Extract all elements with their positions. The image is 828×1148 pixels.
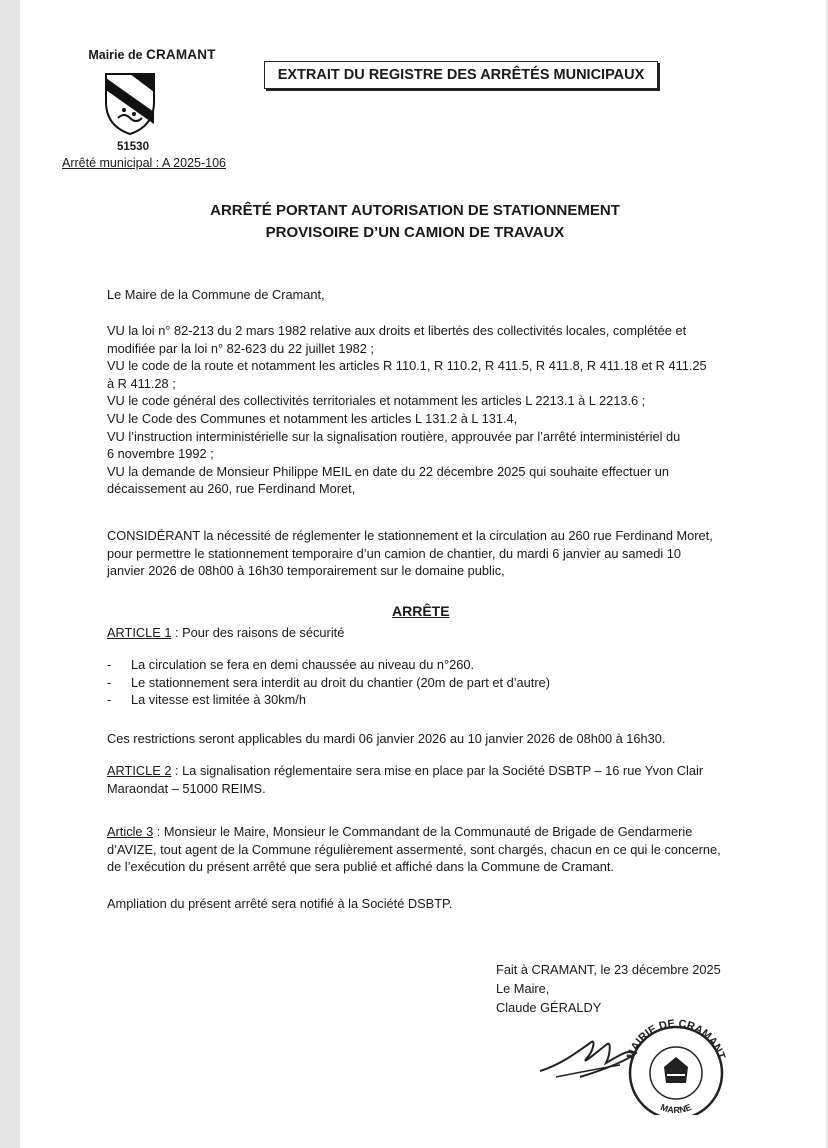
article-2: ARTICLE 2 : La signalisation réglementaire sera mise en place par la Société DSBTP – 16 rue Yvon Clair Maraondat – 51000 REIMS. [107,763,704,796]
visas-paragraph: VU la loi n° 82-213 du 2 mars 1982 relative aux droits et libertés des collectivités locales, complétée et modifiée par la loi n° 82-623 du 22 juillet 1982 ; VU le code de la route et notamment les articles R 110.1, R 110.2, R 411.5, R 411.8, R 411.18 et R 411.25 à R 411.28 ; VU le code général des collectivités territoriales et notamment les articles L 2213.1 à L 2213.6 ; VU le Code des Communes et notamment les articles L 131.2 à L 131.4, VU l’instruction interministérielle sur la signalisation routière, approuvée par l’arrêté interministériel du 6 novembre 1992 ; VU la demande de Monsieur Philippe MEIL en date du 22 décembre 2025 qui souhaite effectuer un décaissement au 260, rue Ferdinand Moret, [107,323,707,497]
official-stamp [536,1015,736,1115]
page-title: ARRÊTÉ PORTANT AUTORISATION DE STATIONNEMENT PROVISOIRE D’UN CAMION DE TRAVAUX [210,202,620,241]
article-1-label: ARTICLE 1 [107,625,172,640]
restrictions-paragraph: Ces restrictions seront applicables du mardi 06 janvier 2026 au 10 janvier 2026 de 08h00 à 16h30. [107,731,666,746]
intro-paragraph: Le Maire de la Commune de Cramant, [107,287,325,302]
considerant-paragraph: CONSIDÉRANT la nécessité de réglementer le stationnement et la circulation au 260 rue Ferdinand Moret, pour permettre le stationnement temporaire d’un camion de chantier, du mardi 6 janvier au samedi 10 janvier 2026 de 08h00 à 16h30 temporairement sur le domaine public, [107,528,713,579]
ampliation-paragraph: Ampliation du présent arrêté sera notifié à la Société DSBTP. [107,896,453,911]
mairie-header [72,47,232,138]
svg-text:MARNE: MARNE [659,1102,693,1115]
registre-title: EXTRAIT DU REGISTRE DES ARRÊTÉS MUNICIPAUX [264,61,658,89]
list-item: - La vitesse est limitée à 30km/h [107,691,747,709]
arrete-reference: Arrêté municipal : A 2025-106 [62,156,226,170]
arrete-heading: ARRÊTE [392,603,450,619]
coat-of-arms-icon [100,68,160,138]
list-item: - La circulation se fera en demi chaussée au niveau du n°260. [107,656,747,674]
document-page [20,0,826,1148]
article-3: Article 3 : Monsieur le Maire, Monsieur le Commandant de la Communauté de Brigade de Gendarmerie d’AVIZE, tout agent de la Commune régulièrement assermenté, sont chargés, chacun en ce qui le concerne, de l’exécution du présent arrêté que sera publié et affiché dans la Commune de Cramant. [107,824,721,875]
signature-scribble [540,1042,636,1077]
article-1-bullets [107,656,747,709]
list-item: - Le stationnement sera interdit au droit du chantier (20m de part et d’autre) [107,674,747,692]
article-1: ARTICLE 1 : Pour des raisons de sécurité [107,625,345,640]
article-3-label: Article 3 [107,824,154,839]
article-2-label: ARTICLE 2 [107,763,172,778]
postcode: 51530 [117,141,149,153]
mairie-name: Mairie de CRAMANT [88,47,216,62]
signature-block: Fait à CRAMANT, le 23 décembre 2025 Le Maire, Claude GÉRALDY [496,962,721,1015]
svg-text:MAIRIE DE CRAMANT: MAIRIE DE CRAMANT [624,1017,728,1061]
